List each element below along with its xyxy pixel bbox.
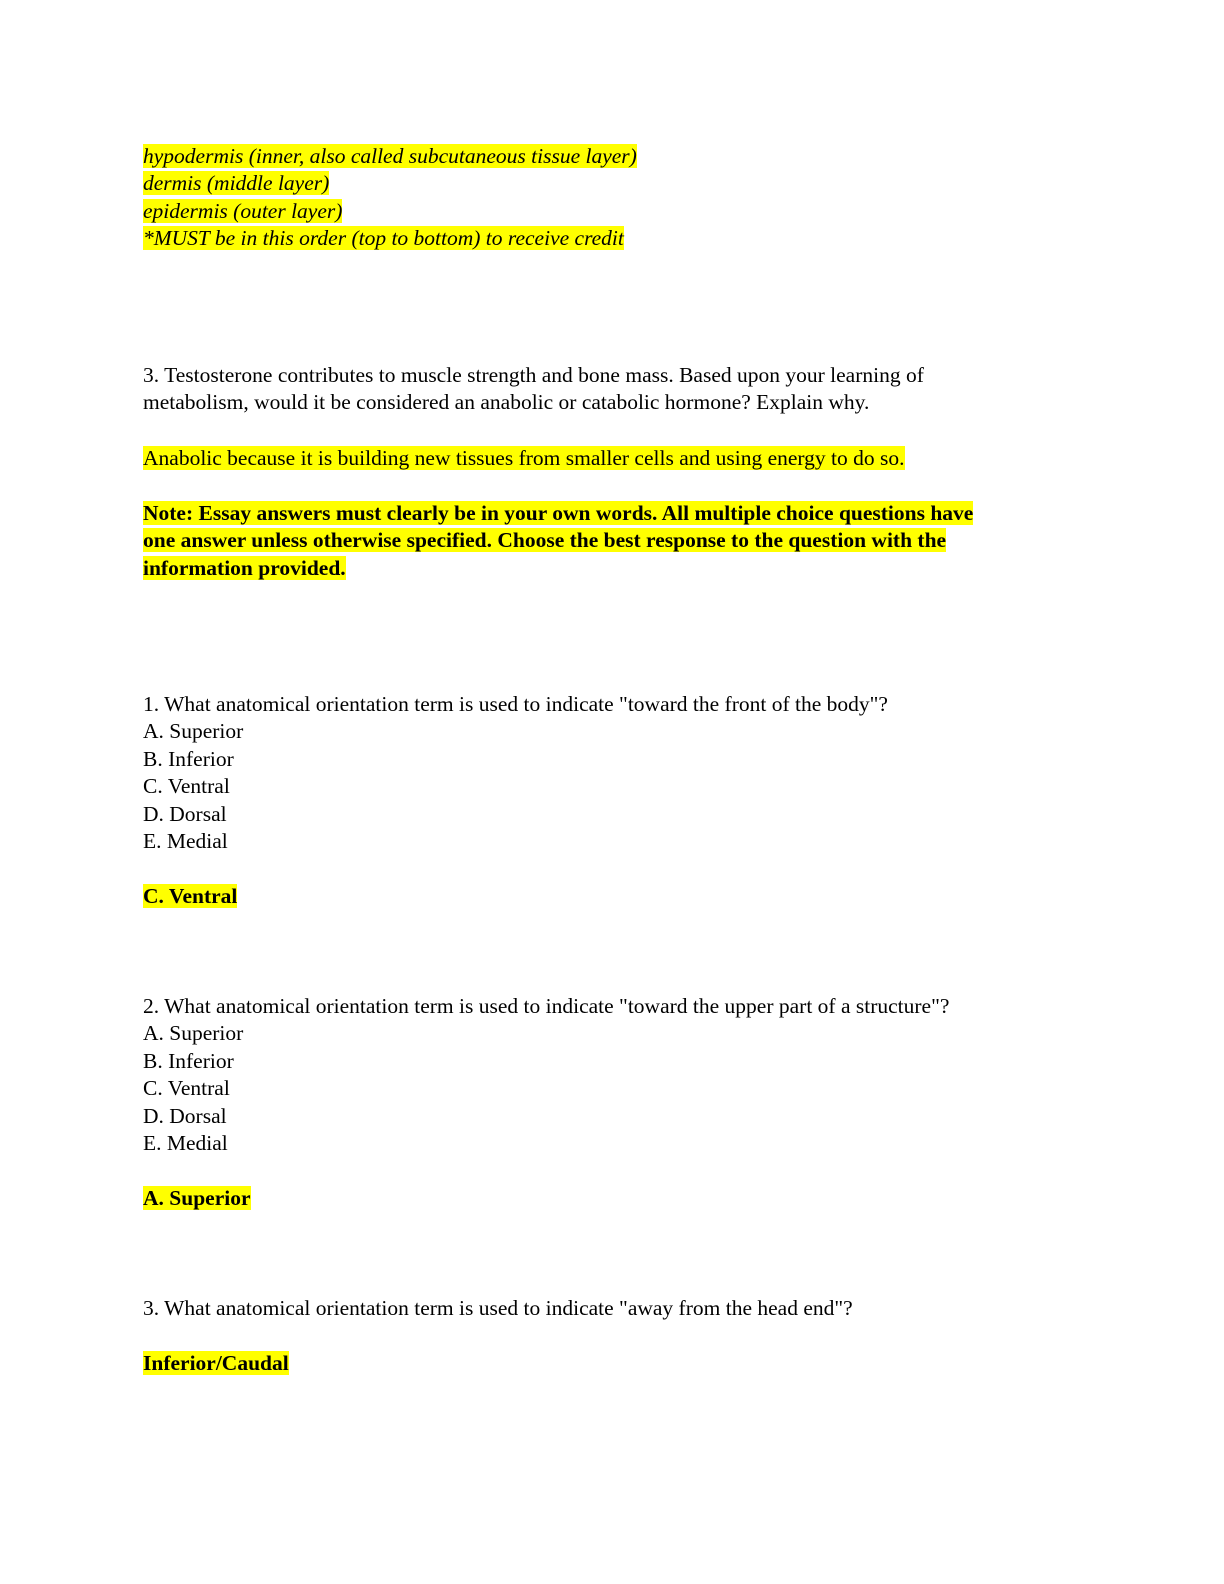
option-b: B. Inferior: [143, 746, 234, 771]
option-a: A. Superior: [143, 719, 244, 744]
question-3: [143, 1295, 853, 1322]
question-3-answer: [143, 1350, 289, 1377]
question-1: [143, 691, 888, 855]
option-b: B. Inferior: [143, 1048, 234, 1073]
testosterone-answer: [143, 445, 905, 472]
skin-layer-line: dermis (middle layer): [143, 171, 330, 196]
option-d: D. Dorsal: [143, 801, 227, 826]
question-text-line: 3. Testosterone contributes to muscle strength and bone mass. Based upon your learning of: [143, 363, 924, 387]
question-2-answer: [143, 1185, 251, 1212]
note-line: information provided.: [143, 555, 346, 580]
question-prompt: 2. What anatomical orientation term is used to indicate "toward the upper part of a structure"?: [143, 994, 950, 1018]
skin-layer-line: epidermis (outer layer): [143, 198, 343, 223]
option-c: C. Ventral: [143, 774, 230, 799]
option-e: E. Medial: [143, 829, 228, 854]
testosterone-question: [143, 362, 924, 417]
answer-text: Inferior/Caudal: [143, 1351, 289, 1375]
skin-layers-answer: [143, 143, 637, 253]
question-1-answer: [143, 883, 237, 910]
question-prompt: 1. What anatomical orientation term is used to indicate "toward the front of the body"?: [143, 692, 888, 716]
option-a: A. Superior: [143, 1021, 244, 1046]
option-e: E. Medial: [143, 1131, 228, 1156]
instructions-note: [143, 500, 973, 582]
skin-layer-line: *MUST be in this order (top to bottom) to receive credit: [143, 226, 624, 251]
question-2: [143, 993, 949, 1157]
answer-text: A. Superior: [143, 1186, 251, 1210]
question-prompt: 3. What anatomical orientation term is used to indicate "away from the head end"?: [143, 1296, 853, 1320]
note-line: Note: Essay answers must clearly be in your own words. All multiple choice questions have: [143, 501, 974, 525]
question-text-line: metabolism, would it be considered an anabolic or catabolic hormone? Explain why.: [143, 390, 870, 415]
answer-text: Anabolic because it is building new tissues from smaller cells and using energy to do so.: [143, 446, 905, 470]
answer-text: C. Ventral: [143, 884, 238, 908]
note-line: one answer unless otherwise specified. Choose the best response to the question with the: [143, 528, 947, 553]
option-d: D. Dorsal: [143, 1103, 227, 1128]
option-c: C. Ventral: [143, 1076, 230, 1101]
skin-layer-line: hypodermis (inner, also called subcutaneous tissue layer): [143, 144, 637, 168]
